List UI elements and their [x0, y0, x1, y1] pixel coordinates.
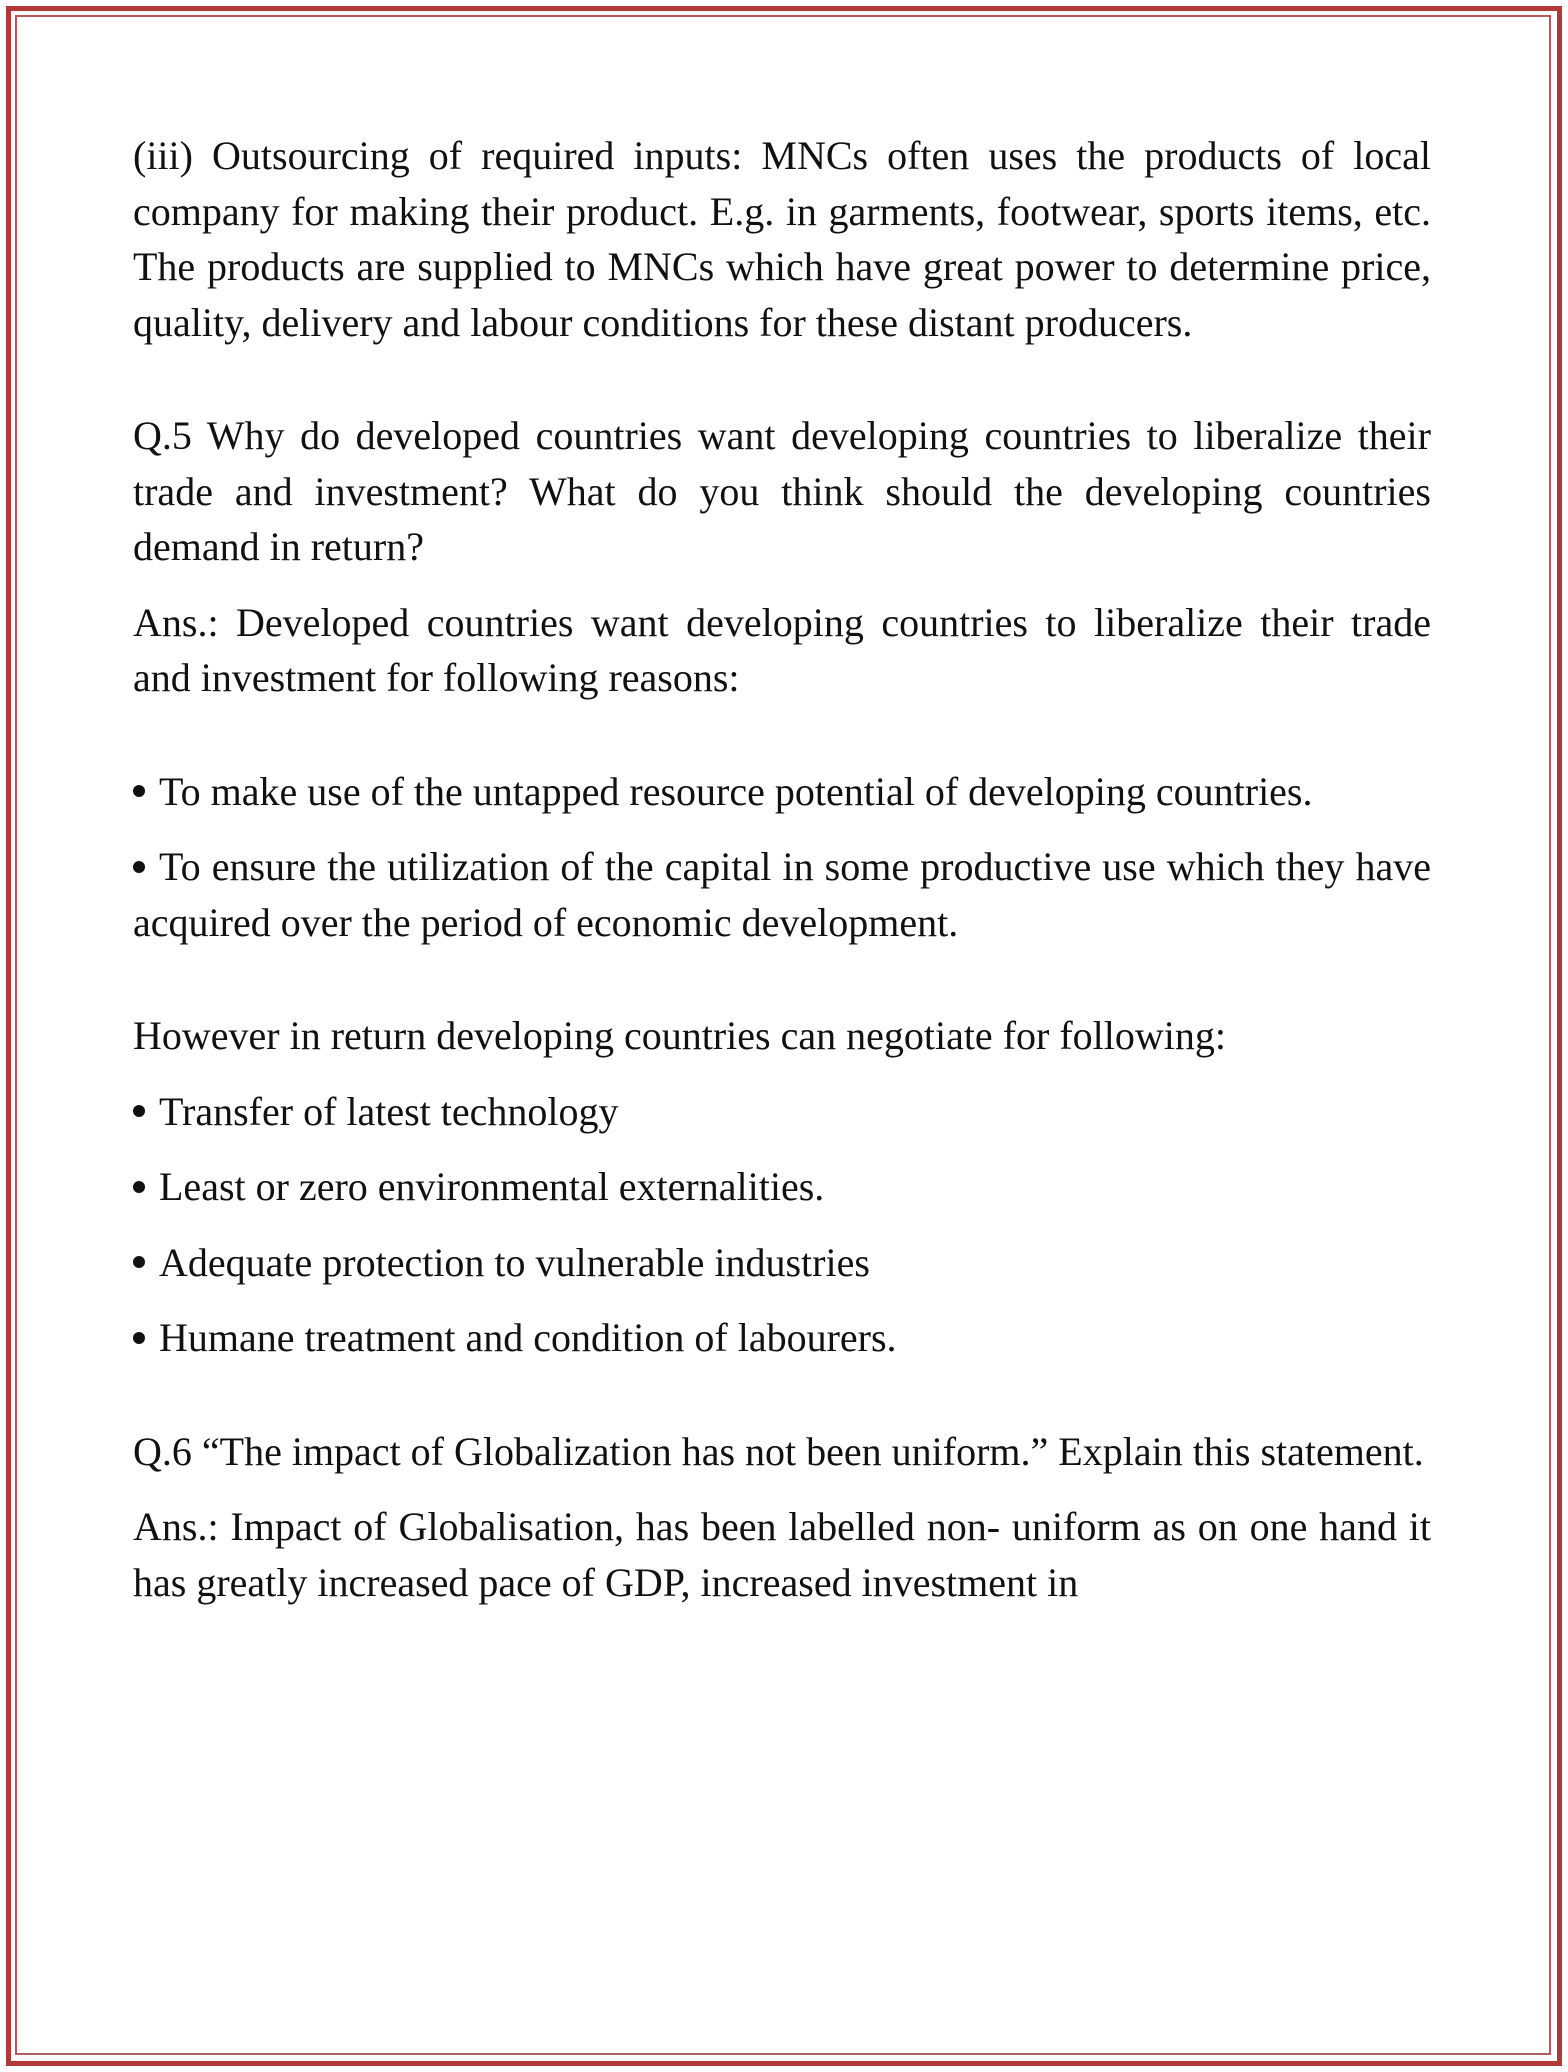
- q5-reason-item: [133, 839, 1431, 950]
- bullet-icon: [133, 1256, 145, 1268]
- q6-question: Q.6 “The impact of Globalization has not been uniform.” Explain this statement.: [133, 1428, 1424, 1474]
- q5-question: Q.5 Why do developed countries want developing countries to liberalize their trade and investment? What do you think should the developing countries demand in return?: [133, 413, 1431, 569]
- point-iii-outsourcing: (iii) Outsourcing of required inputs: MNCs often uses the products of local company for making their product. E.g. in garments, footwear, sports items, etc. The products are supplied to MNCs which have great power to determine price, quality, delivery and labour conditions for these distant producers.: [133, 133, 1431, 345]
- q5-demand-text: Transfer of latest technology: [159, 1088, 619, 1134]
- q5-demands-intro: However in return developing countries can negotiate for following:: [133, 1013, 1226, 1058]
- q5-answer-intro: Ans.: Developed countries want developing countries to liberalize their trade and investment for following reasons:: [133, 599, 1431, 700]
- q5-reason-text: To make use of the untapped resource potential of developing countries.: [159, 768, 1313, 814]
- bullet-icon: [133, 785, 145, 797]
- q5-demand-item: [133, 1310, 1431, 1366]
- document-body: [133, 128, 1431, 1610]
- bullet-icon: [133, 1105, 145, 1117]
- q5-demand-text: Least or zero environmental externalities.: [159, 1164, 825, 1209]
- q5-demand-text: Adequate protection to vulnerable industries: [159, 1239, 870, 1285]
- q6-answer-start: Ans.: Impact of Globalisation, has been labelled non- uniform as on one hand it has greatly increased pace of GDP, increased investment in: [133, 1504, 1431, 1605]
- q5-reason-item: [133, 764, 1431, 820]
- q5-demand-item: [133, 1084, 1431, 1140]
- q5-reason-text: To ensure the utilization of the capital in some productive use which they have acquired over the period of economic development.: [133, 844, 1431, 945]
- q5-demand-item: [133, 1159, 1431, 1215]
- q5-demand-item: [133, 1235, 1431, 1291]
- q5-demand-text: Humane treatment and condition of labourers.: [159, 1315, 897, 1360]
- bullet-icon: [133, 861, 145, 873]
- bullet-icon: [133, 1181, 145, 1193]
- bullet-icon: [133, 1332, 145, 1344]
